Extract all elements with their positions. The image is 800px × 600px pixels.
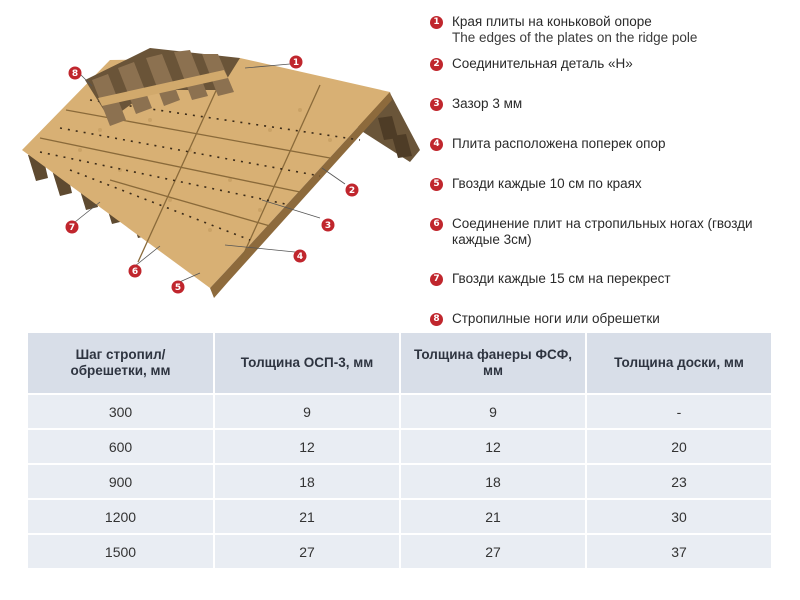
legend-text: Плита расположена поперек опор <box>452 136 666 151</box>
marker-5 <box>172 281 185 294</box>
legend-item <box>430 56 800 72</box>
header-board-thickness: Толщина доски, мм <box>586 333 771 394</box>
svg-text:4: 4 <box>296 252 304 263</box>
table-cell: 27 <box>214 534 400 569</box>
table-row <box>28 534 771 569</box>
legend-text: Зазор 3 мм <box>452 96 523 111</box>
legend-item <box>430 14 800 46</box>
table-cell: 21 <box>214 499 400 534</box>
legend-item <box>430 311 800 327</box>
legend-number: 6 <box>430 218 443 231</box>
header-osb-thickness: Толщина ОСП-3, мм <box>214 333 400 394</box>
legend-text: Соединение плит на стропильных ногах (гвозди <box>452 216 753 231</box>
table-cell: 23 <box>586 464 771 499</box>
table-row <box>28 394 771 429</box>
legend-subtext: The edges of the plates on the ridge pole <box>452 30 698 45</box>
legend-number: 2 <box>430 58 443 71</box>
marker-3 <box>322 219 335 232</box>
table-cell: 300 <box>28 394 214 429</box>
svg-text:8: 8 <box>71 69 79 80</box>
table-cell: 12 <box>214 429 400 464</box>
table-cell: - <box>586 394 771 429</box>
legend-text: Гвозди каждые 10 см по краях <box>452 176 642 191</box>
roof-diagram <box>0 0 430 330</box>
table-cell: 18 <box>400 464 586 499</box>
legend-item <box>430 216 800 248</box>
legend-number: 8 <box>430 313 443 326</box>
table-header-row <box>28 333 771 394</box>
marker-1 <box>290 56 303 69</box>
svg-text:6: 6 <box>131 267 139 278</box>
table-cell: 30 <box>586 499 771 534</box>
table-cell: 21 <box>400 499 586 534</box>
svg-text:2: 2 <box>348 186 356 197</box>
marker-6 <box>129 265 142 278</box>
table-cell: 27 <box>400 534 586 569</box>
header-rafter-step: Шаг стропил/ обрешетки, мм <box>28 333 214 394</box>
legend-item <box>430 136 800 152</box>
table-cell: 9 <box>214 394 400 429</box>
table-cell: 1200 <box>28 499 214 534</box>
legend-number: 5 <box>430 178 443 191</box>
legend-item <box>430 96 800 112</box>
table-cell: 12 <box>400 429 586 464</box>
legend-number: 4 <box>430 138 443 151</box>
table-cell: 18 <box>214 464 400 499</box>
legend-text: Стропилные ноги или обрешетки <box>452 311 660 326</box>
legend-number: 3 <box>430 98 443 111</box>
legend-number: 7 <box>430 273 443 286</box>
legend-text: Гвозди каждые 15 см на перекрест <box>452 271 671 286</box>
table-row <box>28 464 771 499</box>
legend-item <box>430 176 800 192</box>
table-cell: 20 <box>586 429 771 464</box>
legend-subtext: каждые 3см) <box>452 232 532 247</box>
table-cell: 1500 <box>28 534 214 569</box>
svg-text:1: 1 <box>292 58 300 69</box>
marker-2 <box>346 184 359 197</box>
header-plywood-thickness: Толщина фанеры ФСФ, мм <box>400 333 586 394</box>
svg-text:5: 5 <box>174 283 182 294</box>
table-row <box>28 499 771 534</box>
marker-8 <box>69 67 82 80</box>
table-cell: 900 <box>28 464 214 499</box>
table-cell: 37 <box>586 534 771 569</box>
table-cell: 600 <box>28 429 214 464</box>
legend-number: 1 <box>430 16 443 29</box>
svg-text:7: 7 <box>68 223 76 234</box>
legend-text: Соединительная деталь «Н» <box>452 56 633 71</box>
thickness-table <box>28 333 771 570</box>
marker-4 <box>294 250 307 263</box>
svg-text:3: 3 <box>324 221 332 232</box>
table-row <box>28 429 771 464</box>
marker-7 <box>66 221 79 234</box>
legend-text: Края плиты на коньковой опоре <box>452 14 652 29</box>
table-cell: 9 <box>400 394 586 429</box>
legend-item <box>430 271 800 287</box>
